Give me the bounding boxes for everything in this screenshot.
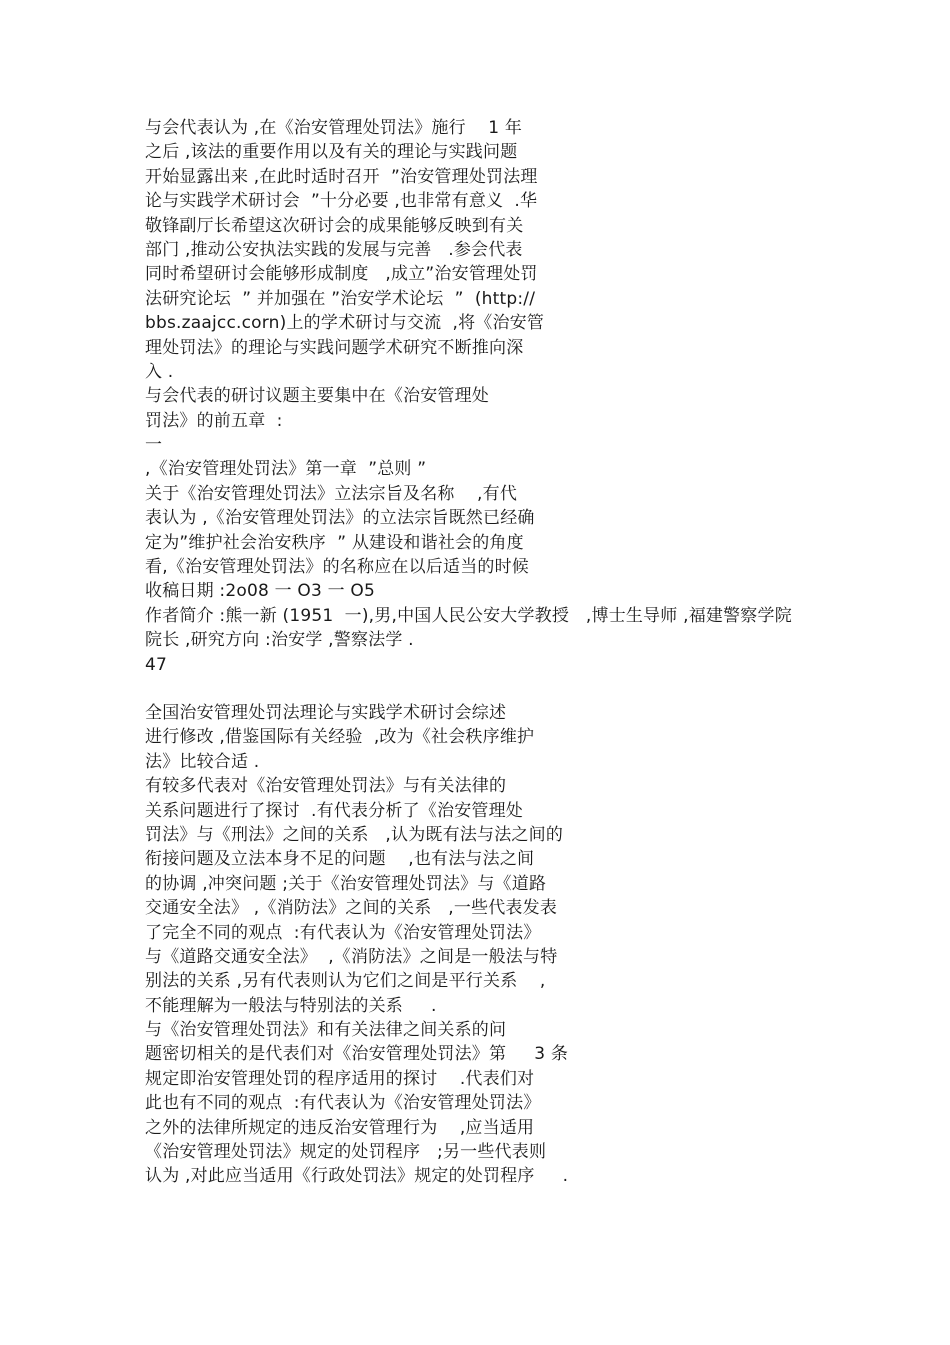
text-line: 之后 ,该法的重要作用以及有关的理论与实践问题 <box>145 142 518 163</box>
text-line: 罚法》的前五章 : <box>145 410 283 431</box>
text-line: 看,《治安管理处罚法》的名称应在以后适当的时候 <box>145 557 530 578</box>
text-line: 法研究论坛 ” 并加强在 ”治安学术论坛 ” (http:// <box>145 288 536 309</box>
text-line: 敬锋副厅长希望这次研讨会的成果能够反映到有关 <box>145 215 524 236</box>
text-line: 了完全不同的观点 :有代表认为《治安管理处罚法》 <box>145 922 541 943</box>
text-line: 题密切相关的是代表们对《治安管理处罚法》第 3 条 <box>145 1044 569 1065</box>
text-line: 同时希望研讨会能够形成制度 ,成立”治安管理处罚 <box>145 264 538 285</box>
text-line: 衔接问题及立法本身不足的问题 ,也有法与法之间 <box>145 849 535 870</box>
text-line: 与《道路交通安全法》 ,《消防法》之间是一般法与特 <box>145 946 558 967</box>
text-block-2 <box>145 701 925 1189</box>
text-line: 的协调 ,冲突问题 ;关于《治安管理处罚法》与《道路 <box>145 873 547 894</box>
text-line: 入 . <box>145 361 174 382</box>
text-line: 与《治安管理处罚法》和有关法律之间关系的问 <box>145 1020 507 1041</box>
author-bio-continued: 院长 ,研究方向 :治安学 ,警察法学 . <box>145 630 414 651</box>
section-number: 一 <box>145 435 163 456</box>
text-line: 法》比较合适 . <box>145 751 260 772</box>
text-line: bbs.zaajcc.corn)上的学术研讨与交流 ,将《治安管 <box>145 313 545 334</box>
text-line: 关于《治安管理处罚法》立法宗旨及名称 ,有代 <box>145 483 518 504</box>
text-line: 理处罚法》的理论与实践问题学术研究不断推向深 <box>145 337 524 358</box>
author-bio: 作者简介 :熊一新 (1951 一),男,中国人民公安大学教授 ,博士生导师 ,福建警察学院 <box>145 605 792 626</box>
document-page <box>145 116 925 1189</box>
text-line: 有较多代表对《治安管理处罚法》与有关法律的 <box>145 776 507 797</box>
text-line: 论与实践学术研讨会 ”十分必要 ,也非常有意义 .华 <box>145 191 538 212</box>
text-line: 定为”维护社会治安秩序 ” 从建设和谐社会的角度 <box>145 532 524 553</box>
text-line: 与会代表的研讨议题主要集中在《治安管理处 <box>145 386 489 407</box>
text-line: 部门 ,推动公安执法实践的发展与完善 .参会代表 <box>145 239 523 260</box>
running-header: 全国治安管理处罚法理论与实践学术研讨会综述 <box>145 702 507 723</box>
text-line: 表认为 ,《治安管理处罚法》的立法宗旨既然已经确 <box>145 508 535 529</box>
text-line: 不能理解为一般法与特别法的关系 . <box>145 995 437 1016</box>
text-line: 开始显露出来 ,在此时适时召开 ”治安管理处罚法理 <box>145 166 538 187</box>
text-line: 《治安管理处罚法》规定的处罚程序 ;另一些代表则 <box>145 1142 547 1163</box>
text-block-1 <box>145 116 925 677</box>
text-line: 罚法》与《刑法》之间的关系 ,认为既有法与法之间的 <box>145 824 564 845</box>
text-line: 交通安全法》 ,《消防法》之间的关系 ,一些代表发表 <box>145 898 558 919</box>
text-line: 别法的关系 ,另有代表则认为它们之间是平行关系 , <box>145 971 546 992</box>
text-line: 认为 ,对此应当适用《行政处罚法》规定的处罚程序 . <box>145 1166 569 1187</box>
text-line: 进行修改 ,借鉴国际有关经验 ,改为《社会秩序维护 <box>145 727 535 748</box>
block-gap <box>145 677 925 701</box>
text-line: 之外的法律所规定的违反治安管理行为 ,应当适用 <box>145 1117 535 1138</box>
text-line: 与会代表认为 ,在《治安管理处罚法》施行 1 年 <box>145 118 523 138</box>
section-heading: ,《治安管理处罚法》第一章 ”总则 ” <box>145 459 427 480</box>
text-line: 规定即治安管理处罚的程序适用的探讨 .代表们对 <box>145 1068 535 1089</box>
received-date: 收稿日期 :2o08 一 O3 一 O5 <box>145 581 375 602</box>
page-number: 47 <box>145 654 168 675</box>
text-line: 此也有不同的观点 :有代表认为《治安管理处罚法》 <box>145 1093 541 1114</box>
text-line: 关系问题进行了探讨 .有代表分析了《治安管理处 <box>145 800 524 821</box>
